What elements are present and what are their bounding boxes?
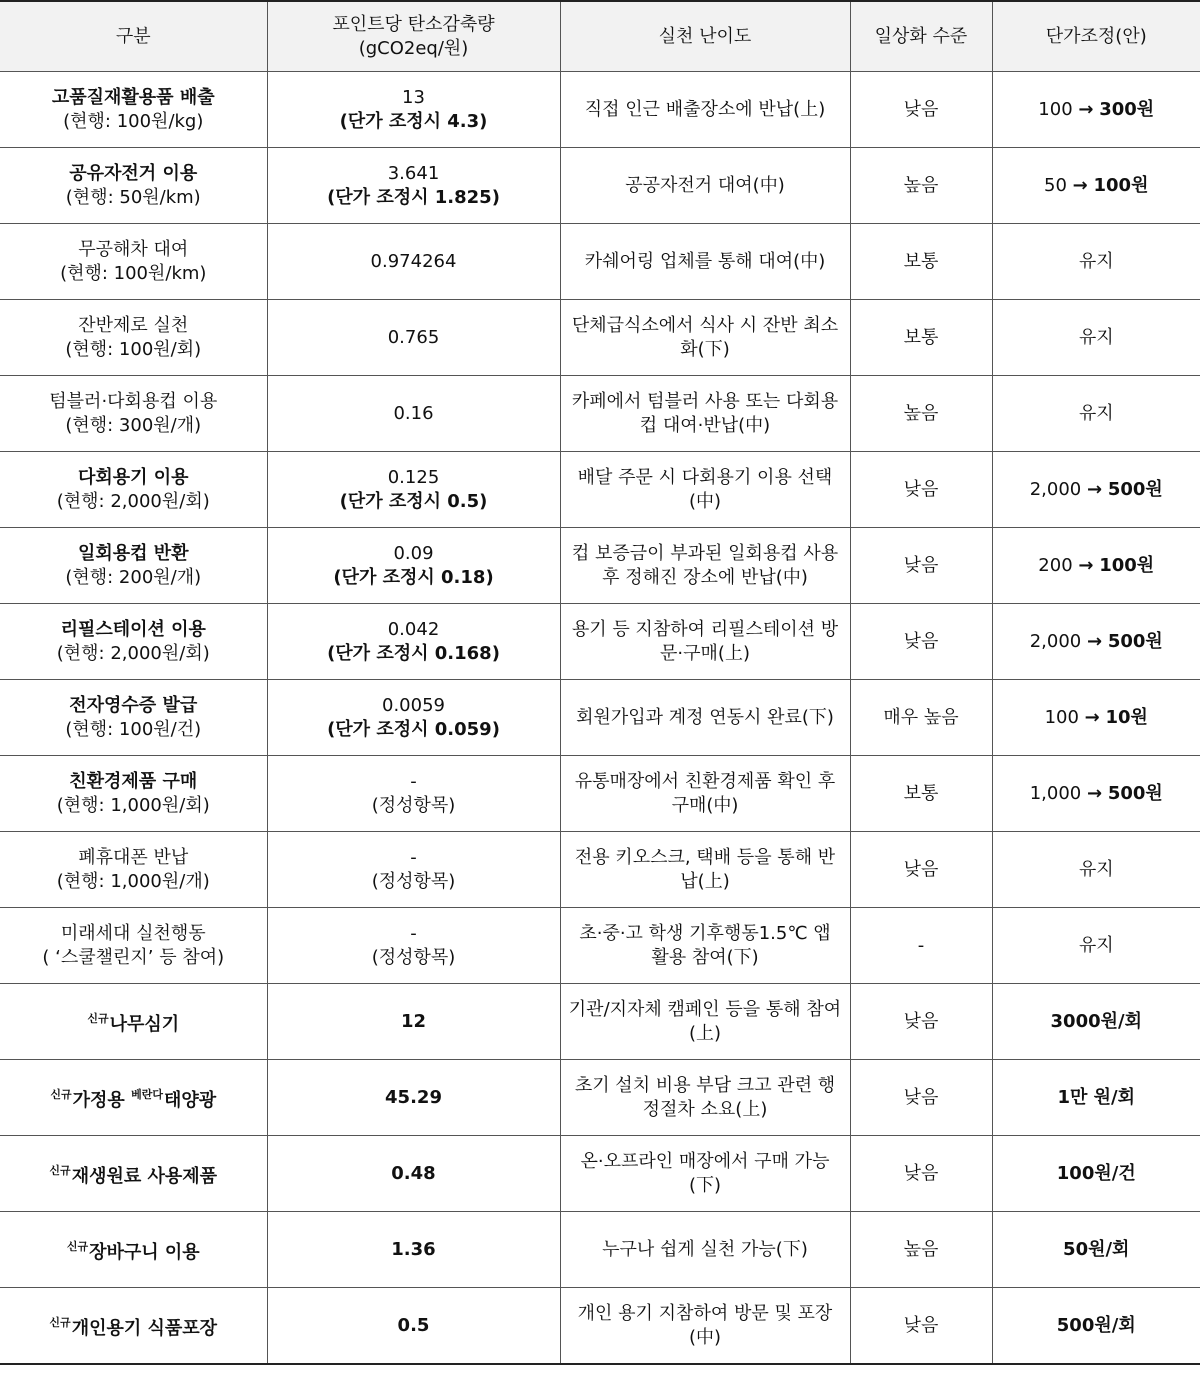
reduction-value: 0.16	[393, 402, 434, 424]
difficulty-text: 기관/지자체 캠페인 등을 통해 참여(上)	[568, 998, 842, 1044]
table-row	[0, 224, 1200, 300]
cell-level	[850, 984, 992, 1060]
cell-category	[0, 908, 267, 984]
cell-category	[0, 756, 267, 832]
cell-category	[0, 984, 267, 1060]
reduction-adjusted: (정성항목)	[371, 794, 456, 816]
arrow-right-icon: →	[1086, 630, 1103, 652]
price-to: 100원	[1099, 554, 1155, 576]
current-rate: (현행: 2,000원/회)	[56, 642, 210, 664]
cell-price	[992, 376, 1200, 452]
category-name: 미래세대 실천행동	[60, 922, 206, 944]
table-row	[0, 1060, 1200, 1136]
header-reduction-unit: (gCO2eq/원)	[358, 37, 469, 59]
cell-price	[992, 984, 1200, 1060]
difficulty-text: 배달 주문 시 다회용기 이용 선택(中)	[577, 466, 833, 512]
header-category: 구분	[0, 1, 267, 72]
cell-reduction	[267, 680, 560, 756]
header-reduction	[267, 1, 560, 72]
cell-price	[992, 680, 1200, 756]
current-rate: (현행: 1,000원/회)	[56, 794, 210, 816]
cell-difficulty	[560, 756, 850, 832]
cell-level	[850, 1136, 992, 1212]
table-row	[0, 1288, 1200, 1365]
category-name-text: 장바구니 이용	[89, 1241, 200, 1263]
reduction-value: -	[410, 846, 417, 868]
cell-level	[850, 72, 992, 148]
cell-difficulty	[560, 1288, 850, 1365]
table-row	[0, 1136, 1200, 1212]
table-row	[0, 72, 1200, 148]
price-to: 100원	[1093, 174, 1149, 196]
cell-reduction	[267, 832, 560, 908]
reduction-value: 0.48	[391, 1162, 436, 1184]
category-name-text: 가정용	[72, 1089, 125, 1111]
cell-category	[0, 832, 267, 908]
category-name: 일회용컵 반환	[77, 542, 189, 564]
cell-difficulty	[560, 680, 850, 756]
reduction-adjusted: (단가 조정시 0.5)	[339, 490, 488, 512]
level-text: 높음	[903, 174, 939, 196]
cell-reduction	[267, 376, 560, 452]
reduction-value: 3.641	[387, 162, 440, 184]
cell-price	[992, 1060, 1200, 1136]
difficulty-text: 유통매장에서 친환경제품 확인 후 구매(中)	[574, 770, 836, 816]
price-value: 유지	[1078, 858, 1114, 880]
cell-price	[992, 832, 1200, 908]
difficulty-text: 카쉐어링 업체를 통해 대여(中)	[584, 250, 826, 272]
header-difficulty: 실천 난이도	[560, 1, 850, 72]
price-value: 유지	[1078, 250, 1114, 272]
table-row	[0, 756, 1200, 832]
cell-reduction	[267, 452, 560, 528]
cell-difficulty	[560, 1212, 850, 1288]
arrow-right-icon: →	[1086, 782, 1103, 804]
reduction-value: 13	[402, 86, 425, 108]
cell-difficulty	[560, 148, 850, 224]
reduction-value: -	[410, 770, 417, 792]
cell-category	[0, 1060, 267, 1136]
category-name: 잔반제로 실천	[78, 314, 189, 336]
new-tag: 신규	[49, 1315, 71, 1329]
cell-level	[850, 528, 992, 604]
reduction-value: 0.5	[397, 1314, 430, 1336]
cell-reduction	[267, 1212, 560, 1288]
category-name-text: 개인용기 식품포장	[71, 1317, 218, 1339]
price-value: 유지	[1078, 402, 1114, 424]
new-tag: 신규	[66, 1239, 89, 1253]
reduction-value: 1.36	[391, 1238, 436, 1260]
level-text: 높음	[903, 402, 939, 424]
cell-price	[992, 224, 1200, 300]
table-row	[0, 528, 1200, 604]
cell-difficulty	[560, 376, 850, 452]
cell-reduction	[267, 300, 560, 376]
price-value: 유지	[1078, 326, 1114, 348]
header-reduction-title: 포인트당 탄소감축량	[332, 13, 495, 35]
price-from: 100	[1038, 98, 1073, 120]
cell-category	[0, 376, 267, 452]
arrow-right-icon: →	[1072, 174, 1088, 196]
level-text: 낮음	[903, 1162, 939, 1184]
level-text: 높음	[903, 1238, 939, 1260]
table-row	[0, 148, 1200, 224]
current-rate: (현행: 100원/회)	[65, 338, 202, 360]
cell-difficulty	[560, 1060, 850, 1136]
cell-category	[0, 604, 267, 680]
cell-category	[0, 1288, 267, 1365]
cell-price	[992, 756, 1200, 832]
category-name	[8, 1159, 259, 1189]
category-name: 폐휴대폰 반납	[78, 846, 189, 868]
cell-price	[992, 452, 1200, 528]
cell-reduction	[267, 908, 560, 984]
cell-reduction	[267, 528, 560, 604]
cell-price	[992, 908, 1200, 984]
category-name	[8, 1235, 259, 1265]
current-rate: (현행: 1,000원/개)	[56, 870, 210, 892]
new-tag: 신규	[49, 1163, 71, 1177]
category-name	[8, 1083, 259, 1113]
cell-reduction	[267, 984, 560, 1060]
cell-price	[992, 1288, 1200, 1365]
level-text: 낮음	[903, 478, 939, 500]
cell-price	[992, 72, 1200, 148]
new-tag: 신규	[87, 1011, 109, 1025]
price-value: 유지	[1078, 934, 1114, 956]
cell-difficulty	[560, 832, 850, 908]
cell-difficulty	[560, 224, 850, 300]
price-value: 3000원/회	[1050, 1010, 1142, 1032]
reduction-value: -	[410, 922, 417, 944]
cell-difficulty	[560, 300, 850, 376]
category-name: 텀블러·다회용컵 이용	[49, 390, 218, 412]
cell-category	[0, 224, 267, 300]
category-name	[8, 1311, 259, 1341]
arrow-right-icon: →	[1086, 478, 1103, 500]
cell-category	[0, 1136, 267, 1212]
level-text: 낮음	[903, 858, 939, 880]
level-text: 낮음	[903, 630, 939, 652]
level-text: 낮음	[903, 554, 939, 576]
level-text: -	[917, 934, 925, 956]
level-text: 보통	[903, 782, 939, 804]
current-rate: (현행: 50원/km)	[65, 186, 201, 208]
price-to: 500원	[1107, 630, 1163, 652]
arrow-right-icon: →	[1078, 98, 1094, 120]
table-row	[0, 300, 1200, 376]
cell-reduction	[267, 756, 560, 832]
current-rate: (현행: 100원/km)	[60, 262, 207, 284]
cell-category	[0, 148, 267, 224]
cell-price	[992, 300, 1200, 376]
header-level: 일상화 수준	[850, 1, 992, 72]
price-to: 300원	[1099, 98, 1155, 120]
table-row	[0, 452, 1200, 528]
arrow-right-icon: →	[1078, 554, 1094, 576]
reduction-value: 0.765	[387, 326, 440, 348]
cell-category	[0, 72, 267, 148]
cell-reduction	[267, 148, 560, 224]
cell-difficulty	[560, 908, 850, 984]
category-name-text: 나무심기	[109, 1013, 180, 1035]
cell-level	[850, 1212, 992, 1288]
new-tag: 신규	[50, 1087, 72, 1101]
difficulty-text: 공공자전거 대여(中)	[625, 174, 785, 196]
category-name	[8, 1007, 259, 1037]
cell-reduction	[267, 1060, 560, 1136]
reduction-adjusted: (단가 조정시 4.3)	[339, 110, 488, 132]
difficulty-text: 카페에서 텀블러 사용 또는 다회용컵 대여·반납(中)	[571, 390, 839, 436]
current-rate: (현행: 100원/건)	[65, 718, 202, 740]
cell-difficulty	[560, 72, 850, 148]
category-name-sup: 베란다	[131, 1087, 163, 1101]
cell-reduction	[267, 604, 560, 680]
table-row	[0, 908, 1200, 984]
price-to: 500원	[1107, 478, 1163, 500]
reduction-value: 12	[400, 1010, 427, 1032]
cell-reduction	[267, 224, 560, 300]
cell-category	[0, 452, 267, 528]
cell-difficulty	[560, 984, 850, 1060]
cell-category	[0, 680, 267, 756]
arrow-right-icon: →	[1084, 706, 1100, 728]
difficulty-text: 용기 등 지참하여 리필스테이션 방문·구매(上)	[571, 618, 839, 664]
difficulty-text: 누구나 쉽게 실천 가능(下)	[602, 1238, 808, 1260]
cell-level	[850, 680, 992, 756]
price-to: 500원	[1107, 782, 1163, 804]
category-name-text: 재생원료 사용제품	[71, 1165, 218, 1187]
level-text: 매우 높음	[883, 706, 959, 728]
level-text: 낮음	[903, 1010, 939, 1032]
cell-difficulty	[560, 1136, 850, 1212]
cell-price	[992, 148, 1200, 224]
table-row	[0, 680, 1200, 756]
price-from: 2,000	[1029, 630, 1082, 652]
price-value: 100원/건	[1056, 1162, 1136, 1184]
difficulty-text: 단체급식소에서 식사 시 잔반 최소화(下)	[571, 314, 839, 360]
difficulty-text: 컵 보증금이 부과된 일회용컵 사용 후 정해진 장소에 반납(中)	[571, 542, 839, 588]
category-name: 다회용기 이용	[77, 466, 189, 488]
cell-level	[850, 148, 992, 224]
cell-category	[0, 528, 267, 604]
difficulty-text: 초·중·고 학생 기후행동1.5℃ 앱 활용 참여(下)	[579, 922, 831, 968]
current-rate: ( ‘스쿨챌린지’ 등 참여)	[42, 946, 225, 968]
cell-difficulty	[560, 452, 850, 528]
reduction-value: 0.042	[387, 618, 440, 640]
category-name: 리필스테이션 이용	[60, 618, 206, 640]
level-text: 보통	[903, 326, 939, 348]
reduction-value: 0.125	[387, 466, 440, 488]
difficulty-text: 회원가입과 계정 연동시 완료(下)	[576, 706, 834, 728]
reduction-value: 0.0059	[382, 694, 445, 716]
cell-price	[992, 604, 1200, 680]
cell-category	[0, 1212, 267, 1288]
level-text: 보통	[903, 250, 939, 272]
cell-level	[850, 224, 992, 300]
reduction-value: 0.09	[393, 542, 434, 564]
current-rate: (현행: 2,000원/회)	[56, 490, 210, 512]
category-name: 친환경제품 구매	[69, 770, 198, 792]
reduction-value: 45.29	[385, 1086, 442, 1108]
reduction-adjusted: (정성항목)	[371, 870, 456, 892]
current-rate: (현행: 100원/kg)	[63, 110, 204, 132]
category-name: 무공해차 대여	[78, 238, 189, 260]
cell-category	[0, 300, 267, 376]
difficulty-text: 온·오프라인 매장에서 구매 가능(下)	[580, 1150, 830, 1196]
price-from: 200	[1038, 554, 1073, 576]
level-text: 낮음	[903, 98, 939, 120]
level-text: 낮음	[903, 1314, 939, 1336]
table-row	[0, 832, 1200, 908]
cell-difficulty	[560, 604, 850, 680]
table-row	[0, 984, 1200, 1060]
cell-difficulty	[560, 528, 850, 604]
cell-level	[850, 376, 992, 452]
difficulty-text: 개인 용기 지참하여 방문 및 포장(中)	[577, 1302, 833, 1348]
price-to: 10원	[1105, 706, 1148, 728]
current-rate: (현행: 300원/개)	[65, 414, 202, 436]
price-from: 50	[1044, 174, 1067, 196]
header-row	[0, 1, 1200, 72]
price-value: 1만 원/회	[1057, 1086, 1136, 1108]
category-name-tail: 태양광	[163, 1089, 217, 1111]
price-from: 100	[1044, 706, 1079, 728]
cell-level	[850, 832, 992, 908]
cell-level	[850, 756, 992, 832]
level-text: 낮음	[903, 1086, 939, 1108]
reduction-adjusted: (단가 조정시 0.059)	[327, 718, 500, 740]
category-name: 고품질재활용품 배출	[51, 86, 215, 108]
difficulty-text: 전용 키오스크, 택배 등을 통해 반납(上)	[574, 846, 836, 892]
price-from: 1,000	[1029, 782, 1082, 804]
cell-price	[992, 528, 1200, 604]
cell-level	[850, 908, 992, 984]
category-name: 공유자전거 이용	[69, 162, 198, 184]
current-rate: (현행: 200원/개)	[65, 566, 202, 588]
reduction-adjusted: (단가 조정시 0.168)	[327, 642, 500, 664]
table-row	[0, 1212, 1200, 1288]
cell-price	[992, 1136, 1200, 1212]
cell-level	[850, 1288, 992, 1365]
cell-level	[850, 1060, 992, 1136]
price-from: 2,000	[1029, 478, 1082, 500]
cell-level	[850, 452, 992, 528]
cell-reduction	[267, 72, 560, 148]
reduction-adjusted: (단가 조정시 0.18)	[333, 566, 494, 588]
cell-price	[992, 1212, 1200, 1288]
table-row	[0, 376, 1200, 452]
category-name: 전자영수증 발급	[69, 694, 198, 716]
difficulty-text: 직접 인근 배출장소에 반납(上)	[584, 98, 826, 120]
cell-level	[850, 300, 992, 376]
reduction-adjusted: (단가 조정시 1.825)	[327, 186, 500, 208]
header-price: 단가조정(안)	[992, 1, 1200, 72]
table-row	[0, 604, 1200, 680]
reduction-adjusted: (정성항목)	[371, 946, 456, 968]
price-value: 500원/회	[1056, 1314, 1136, 1336]
price-value: 50원/회	[1063, 1238, 1130, 1260]
cell-reduction	[267, 1136, 560, 1212]
difficulty-text: 초기 설치 비용 부담 크고 관련 행정절차 소요(上)	[574, 1074, 836, 1120]
cell-reduction	[267, 1288, 560, 1365]
reduction-value: 0.974264	[370, 250, 457, 272]
cell-level	[850, 604, 992, 680]
